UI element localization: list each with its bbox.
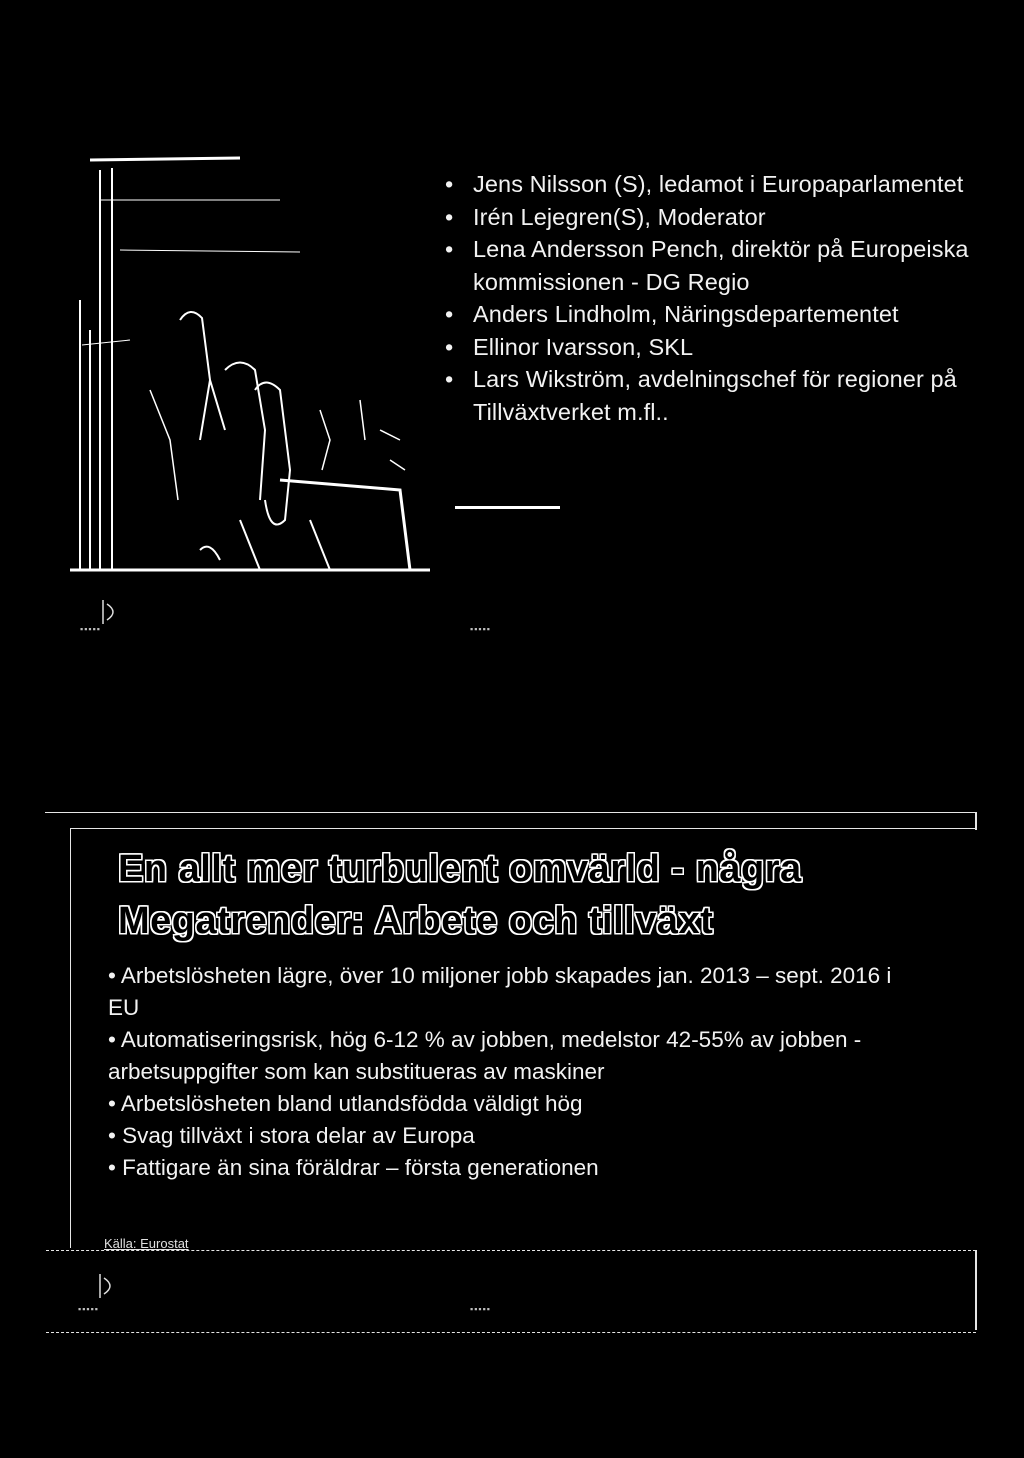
- divider-line: [455, 506, 560, 509]
- footer-mark: ▪▪▪▪▪: [470, 624, 491, 634]
- tillvaxtverket-logo-icon: [92, 1272, 132, 1302]
- bullet-item: • Svag tillväxt i stora delar av Europa: [108, 1123, 475, 1148]
- bullet-item: • Automatiseringsrisk, hög 6-12 % av jobben, medelstor 42-55% av jobben - arbetsuppgifter som kan substitueras av maskiner: [108, 1027, 862, 1084]
- conference-photo: [60, 140, 440, 580]
- slide-title-line-2: Megatrender: Arbete och tillväxt: [118, 900, 714, 942]
- bullet-item: • Arbetslösheten bland utlandsfödda väldigt hög: [108, 1091, 583, 1116]
- footer-mark: ▪▪▪▪▪: [470, 1304, 491, 1314]
- footer-logo-mark: ▪▪▪▪▪: [80, 624, 101, 634]
- tillvaxtverket-logo-icon: [95, 598, 135, 628]
- speaker-item: • Jens Nilsson (S), ledamot i Europaparlamentet: [445, 168, 1005, 201]
- frame-left: [70, 828, 71, 1248]
- speaker-item: • Ellinor Ivarsson, SKL: [445, 331, 1005, 364]
- frame-right-bottom: [975, 1250, 977, 1330]
- slide-title-line-1: En allt mer turbulent omvärld - några: [118, 848, 802, 890]
- speaker-item: • Irén Lejegren(S), Moderator: [445, 201, 1005, 234]
- bullet-item: • Fattigare än sina föräldrar – första generationen: [108, 1155, 599, 1180]
- frame-footer-line: [46, 1332, 976, 1333]
- bullet-item: • Arbetslösheten lägre, över 10 miljoner jobb skapades jan. 2013 – sept. 2016 i EU: [108, 963, 892, 1020]
- frame-right-top: [975, 812, 977, 830]
- speaker-item: • Lena Andersson Pench, direktör på Europeiska kommissionen - DG Regio: [445, 233, 1005, 298]
- frame-inner-top: [70, 828, 975, 829]
- slide-body: [108, 960, 928, 1184]
- footer-logo-mark: ▪▪▪▪▪: [78, 1304, 99, 1314]
- source-note: Källa: Eurostat: [104, 1236, 189, 1251]
- speaker-list: [445, 168, 1005, 428]
- speaker-item: • Anders Lindholm, Näringsdepartementet: [445, 298, 1005, 331]
- speaker-item: • Lars Wikström, avdelningschef för regioner på Tillväxtverket m.fl..: [445, 363, 1005, 428]
- frame-top: [45, 812, 975, 813]
